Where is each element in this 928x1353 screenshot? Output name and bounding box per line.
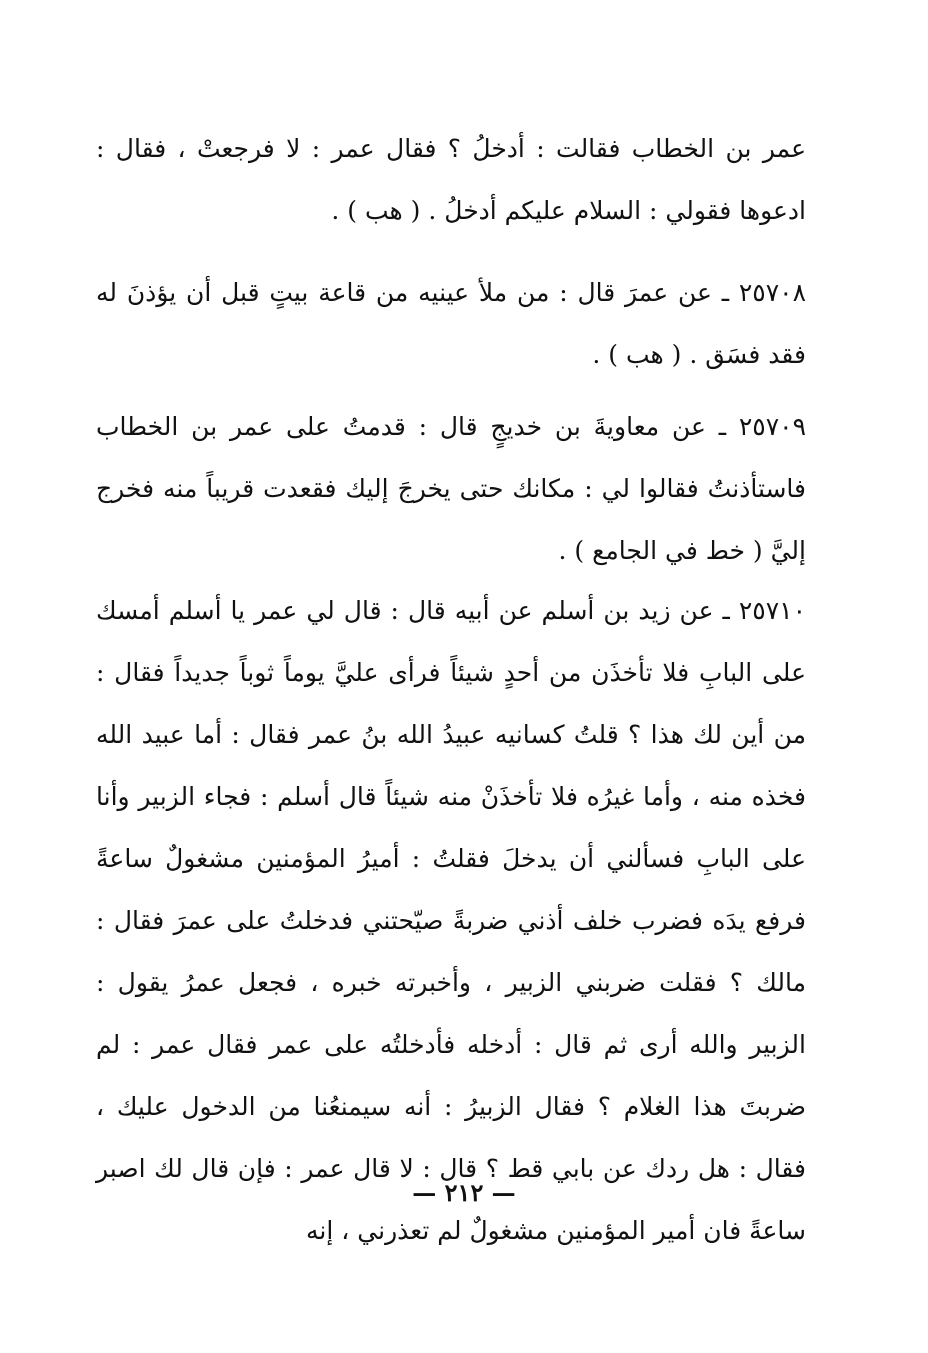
paragraph-text: ٢٥٧٠٩ ـ عن معاويةَ بن خديجٍ قال : قدمتُ على عمر بن الخطاب فاستأذنتُ فقالوا لي : مكانك حتى يخرجَ إليك فقعدت قريباً منه فخرج إليَّ ( خط في الجامع ) . [96,412,806,565]
hadith-25710 [96,580,806,1262]
paragraph-text: ٢٥٧١٠ ـ عن زيد بن أسلم عن أبيه قال : قال لي عمر يا أسلم أمسك على البابِ فلا تأخذَن من أحدٍ شيئاً فرأى عليَّ يوماً ثوباً جديداً فقال : من أين لك هذا ؟ قلتُ كسانيه عبيدُ الله بنُ عمر فقال : أما عبيد الله فخذه منه ، وأما غيرُه فلا تأخذَنْ منه شيئاً قال أسلم : فجاء الزبير وأنا على البابِ فسألني أن يدخلَ فقلتُ : أميرُ المؤمنين مشغولٌ ساعةً فرفع يدَه فضرب خلف أذني ضربةً صيّحتني فدخلتُ على عمرَ فقال : مالك ؟ فقلت ضربني الزبير ، وأخبرته خبره ، فجعل عمرُ يقول : الزبير والله أرى ثم قال : أدخله فأدخلتُه على عمر فقال عمر : لم ضربتَ هذا الغلام ؟ فقال الزبيرُ : أنه سيمنعُنا من الدخول عليك ، فقال : هل ردك عن بابي قط ؟ قال : لا قال عمر : فإن قال لك اصبر ساعةً فان أمير المؤمنين مشغولٌ لم تعذرني ، إنه [96,596,806,1245]
page-number: — ٢١٢ — [412,1178,516,1207]
paragraph-text: ٢٥٧٠٨ ـ عن عمرَ قال : من ملأ عينيه من قاعة بيتٍ قبل أن يؤذنَ له فقد فسَق . ( هب ) . [96,278,806,369]
paragraph-continuation [96,118,806,242]
hadith-25708 [96,262,806,386]
hadith-25709 [96,396,806,582]
paragraph-text: عمر بن الخطاب فقالت : أدخلُ ؟ فقال عمر : لا فرجعتْ ، فقال : ادعوها فقولي : السلام عليكم أدخلُ . ( هب ) . [96,134,806,225]
